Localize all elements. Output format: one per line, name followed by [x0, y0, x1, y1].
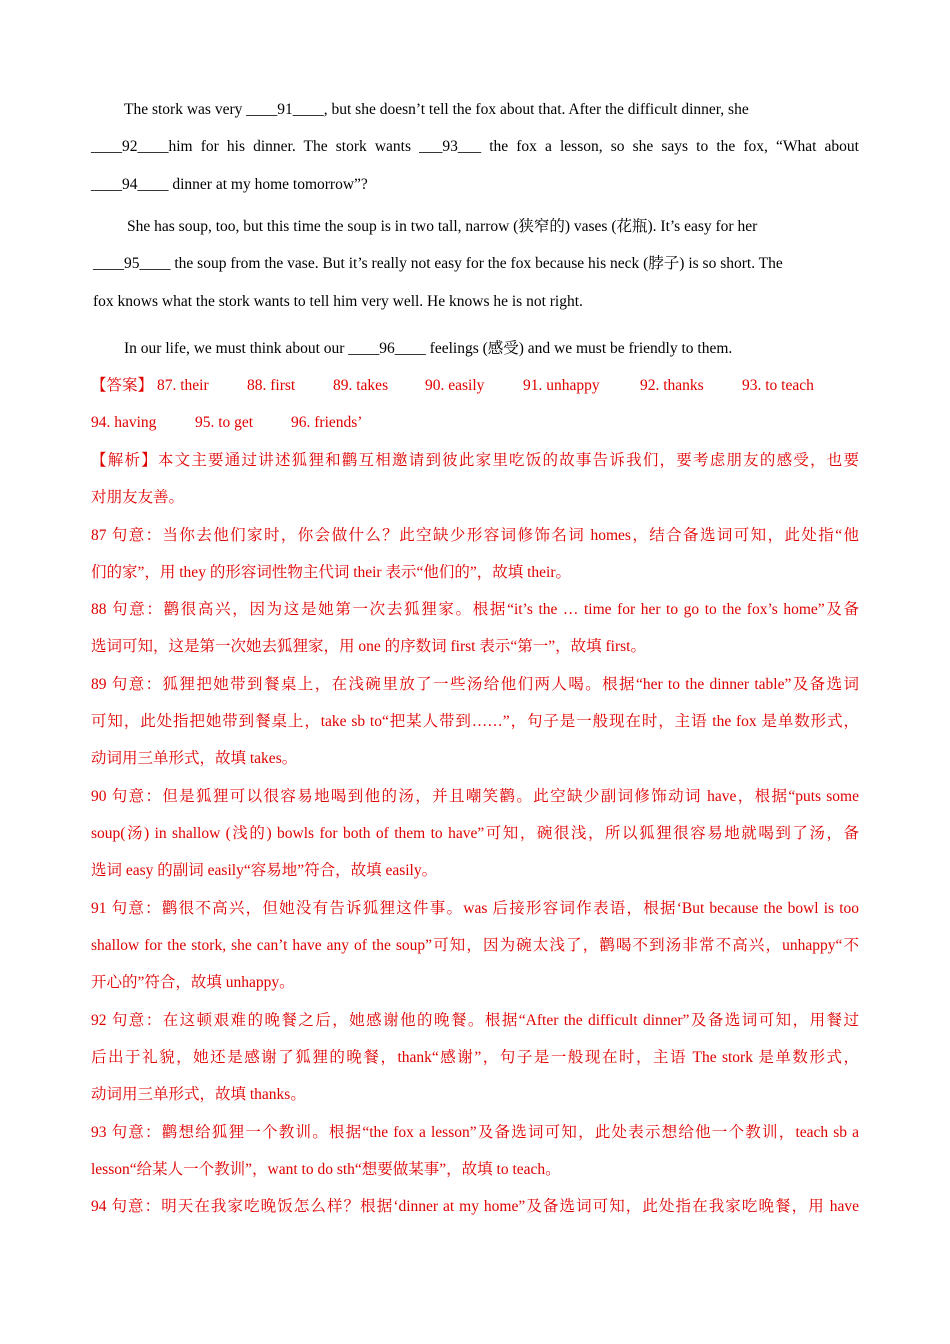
answer-item: 93. to teach: [742, 377, 814, 394]
answer-row-1: [91, 375, 859, 397]
answer-item: 96. friends’: [291, 414, 363, 431]
analysis-line: 88 句意：鹳很高兴，因为这是她第一次去狐狸家。根据“it’s the … time for her to go to the fox’s home”及备: [91, 601, 859, 618]
analysis-line: soup(汤) in shallow (浅的) bowls for both of them to have”可知，碗很浅，所以狐狸很容易地就喝到了汤，备: [91, 825, 859, 842]
passage-line-6: fox knows what the stork wants to tell him very well. He knows he is not right.: [93, 293, 583, 310]
analysis-line: 开心的”符合，故填 unhappy。: [91, 974, 295, 991]
answer-item: 89. takes: [333, 377, 389, 394]
analysis-line: 选词可知，这是第一次她去狐狸家，用 one 的序数词 first 表示“第一”，故填 first。: [91, 638, 646, 655]
analysis-line: 92 句意：在这顿艰难的晚餐之后，她感谢他的晚餐。根据“After the difficult dinner”及备选词可知，用餐过: [91, 1012, 859, 1029]
analysis-line: 对朋友友善。: [91, 489, 185, 506]
analysis-line: 89 句意：狐狸把她带到餐桌上，在浅碗里放了一些汤给他们两人喝。根据“her to the dinner table”及备选词: [91, 676, 859, 693]
analysis-line: lesson“给某人一个教训”，want to do sth“想要做某事”，故填 to teach。: [91, 1161, 561, 1178]
answer-item: 92. thanks: [640, 377, 704, 394]
analysis-line: 91 句意：鹳很不高兴，但她没有告诉狐狸这件事。was 后接形容词作表语，根据‘But because the bowl is too: [91, 900, 859, 917]
analysis-line: 后出于礼貌，她还是感谢了狐狸的晚餐，thank“感谢”，句子是一般现在时，主语 The stork 是单数形式，: [91, 1049, 859, 1066]
analysis-line: 可知，此处指把她带到餐桌上，take sb to“把某人带到……”，句子是一般现在时，主语 the fox 是单数形式，: [91, 713, 859, 730]
analysis-line: 们的家”，用 they 的形容词性物主代词 their 表示“他们的”，故填 their。: [91, 564, 572, 581]
answer-item: 88. first: [247, 377, 296, 394]
passage-line-5: ____95____ the soup from the vase. But it’s really not easy for the fox because his neck (脖子) is so short. The: [93, 255, 783, 272]
answer-item: 95. to get: [195, 414, 254, 431]
analysis-line: 87 句意：当你去他们家时，你会做什么？此空缺少形容词修饰名词 homes，结合备选词可知，此处指“他: [91, 527, 859, 544]
analysis-line: 94 句意：明天在我家吃晚饭怎么样？根据‘dinner at my home”及备选词可知，此处指在我家吃晚餐，用 have: [91, 1198, 859, 1215]
answer-row-2: [91, 412, 859, 434]
analysis-line: 90 句意：但是狐狸可以很容易地喝到他的汤，并且嘲笑鹳。此空缺少副词修饰动词 have，根据“puts some: [91, 788, 859, 805]
passage-line-7: In our life, we must think about our ____96____ feelings (感受) and we must be friendly to them.: [124, 340, 733, 357]
answer-item: 91. unhappy: [523, 377, 600, 394]
analysis-line: 【解析】本文主要通过讲述狐狸和鹳互相邀请到彼此家里吃饭的故事告诉我们，要考虑朋友的感受，也要: [91, 452, 859, 469]
analysis-line: shallow for the stork, she can’t have any of the soup”可知，因为碗太浅了，鹳喝不到汤非常不高兴，unhappy“不: [91, 937, 859, 954]
answer-item: 94. having: [91, 414, 157, 431]
passage-line-3: ____94____ dinner at my home tomorrow”?: [91, 176, 368, 193]
analysis-line: 93 句意：鹳想给狐狸一个教训。根据“the fox a lesson”及备选词可知，此处表示想给他一个教训，teach sb a: [91, 1124, 859, 1141]
analysis-line: 动词用三单形式，故填 thanks。: [91, 1086, 306, 1103]
answer-item: 87. their: [157, 377, 209, 394]
answer-item: 90. easily: [425, 377, 485, 394]
analysis-line: 选词 easy 的副词 easily“容易地”符合，故填 easily。: [91, 862, 438, 879]
passage-line-4: She has soup, too, but this time the soup is in two tall, narrow (狭窄的) vases (花瓶). It’s easy for her: [127, 218, 758, 235]
answer-label: 【答案】: [91, 377, 154, 394]
passage-line-2: ____92____him for his dinner. The stork wants ___93___ the fox a lesson, so she says to the fox, “What about: [91, 138, 859, 155]
analysis-line: 动词用三单形式，故填 takes。: [91, 750, 298, 767]
passage-line-1: The stork was very ____91____, but she doesn’t tell the fox about that. After the difficult dinner, she: [124, 101, 749, 118]
